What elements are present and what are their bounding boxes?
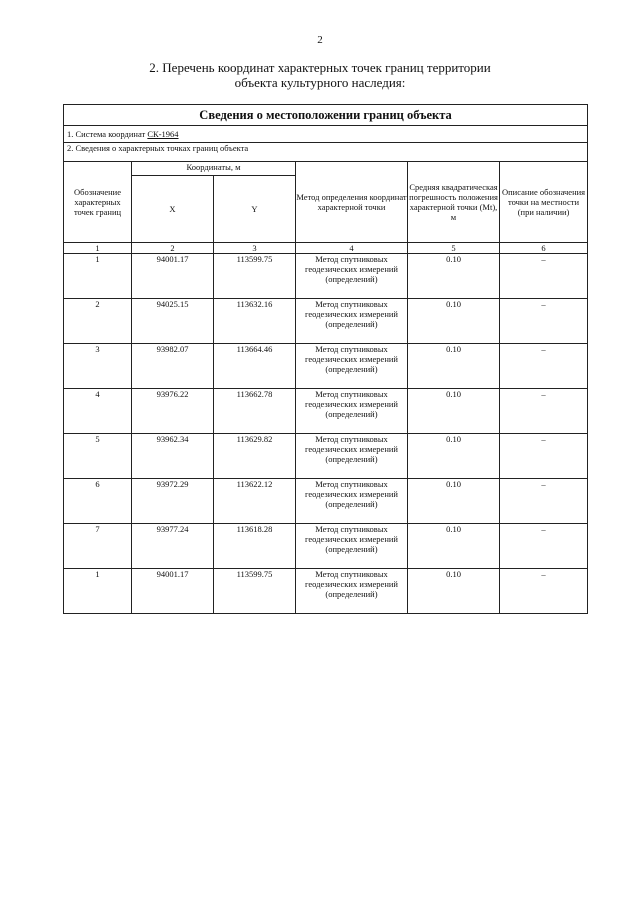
header-designation: Обозначение характерных точек границ: [64, 162, 132, 243]
x-coordinate-cell: 93982.07: [132, 344, 214, 389]
description-cell: –: [500, 254, 588, 299]
x-coordinate-cell: 94001.17: [132, 254, 214, 299]
x-coordinate-cell: 93962.34: [132, 434, 214, 479]
header-description: Описание обозначения точки на местности (при наличии): [500, 162, 588, 243]
point-number-cell: 5: [64, 434, 132, 479]
table-row: [64, 479, 588, 524]
error-cell: 0.10: [408, 389, 500, 434]
table-row: [64, 254, 588, 299]
coordinates-table: [63, 104, 588, 614]
description-cell: –: [500, 299, 588, 344]
error-cell: 0.10: [408, 344, 500, 389]
error-cell: 0.10: [408, 299, 500, 344]
method-cell: Метод спутниковых геодезических измерений (определений): [296, 569, 408, 614]
table-title: Сведения о местоположении границ объекта: [64, 105, 588, 126]
document-heading: [0, 60, 640, 90]
table-row: [64, 569, 588, 614]
column-number: 2: [132, 243, 214, 254]
y-coordinate-cell: 113599.75: [214, 254, 296, 299]
column-number-row: [64, 243, 588, 254]
x-coordinate-cell: 93976.22: [132, 389, 214, 434]
y-coordinate-cell: 113629.82: [214, 434, 296, 479]
page-number: 2: [317, 34, 323, 46]
coordinate-system-row: [64, 126, 588, 143]
coordinate-system-label: 1. Система координат: [67, 129, 148, 139]
method-cell: Метод спутниковых геодезических измерений (определений): [296, 344, 408, 389]
x-coordinate-cell: 94025.15: [132, 299, 214, 344]
method-cell: Метод спутниковых геодезических измерений (определений): [296, 479, 408, 524]
column-number: 1: [64, 243, 132, 254]
error-cell: 0.10: [408, 434, 500, 479]
y-coordinate-cell: 113622.12: [214, 479, 296, 524]
y-coordinate-cell: 113664.46: [214, 344, 296, 389]
column-number: 3: [214, 243, 296, 254]
table-row: [64, 389, 588, 434]
description-cell: –: [500, 389, 588, 434]
error-cell: 0.10: [408, 479, 500, 524]
error-cell: 0.10: [408, 524, 500, 569]
method-cell: Метод спутниковых геодезических измерений (определений): [296, 389, 408, 434]
description-cell: –: [500, 434, 588, 479]
point-number-cell: 1: [64, 569, 132, 614]
method-cell: Метод спутниковых геодезических измерений (определений): [296, 434, 408, 479]
y-coordinate-cell: 113599.75: [214, 569, 296, 614]
description-cell: –: [500, 344, 588, 389]
description-cell: –: [500, 524, 588, 569]
header-method: Метод определения координат характерной точки: [296, 162, 408, 243]
column-number: 6: [500, 243, 588, 254]
error-cell: 0.10: [408, 254, 500, 299]
x-coordinate-cell: 93977.24: [132, 524, 214, 569]
method-cell: Метод спутниковых геодезических измерений (определений): [296, 254, 408, 299]
point-number-cell: 2: [64, 299, 132, 344]
header-x: X: [132, 176, 214, 243]
description-cell: –: [500, 479, 588, 524]
table-row: [64, 434, 588, 479]
heading-line-2: объекта культурного наследия:: [234, 75, 406, 90]
point-number-cell: 6: [64, 479, 132, 524]
table-row: [64, 524, 588, 569]
table-row: [64, 299, 588, 344]
error-cell: 0.10: [408, 569, 500, 614]
point-number-cell: 7: [64, 524, 132, 569]
table-row: [64, 344, 588, 389]
column-number: 5: [408, 243, 500, 254]
description-cell: –: [500, 569, 588, 614]
column-number: 4: [296, 243, 408, 254]
method-cell: Метод спутниковых геодезических измерений (определений): [296, 299, 408, 344]
header-coordinates: Координаты, м: [132, 162, 296, 176]
y-coordinate-cell: 113662.78: [214, 389, 296, 434]
point-number-cell: 4: [64, 389, 132, 434]
point-number-cell: 1: [64, 254, 132, 299]
x-coordinate-cell: 93972.29: [132, 479, 214, 524]
y-coordinate-cell: 113618.28: [214, 524, 296, 569]
header-y: Y: [214, 176, 296, 243]
header-error: Средняя квадратическая погрешность положения характерной точки (Мt), м: [408, 162, 500, 243]
point-number-cell: 3: [64, 344, 132, 389]
points-info-row: 2. Сведения о характерных точках границ объекта: [64, 143, 588, 162]
coordinate-system-value: СК-1964: [147, 129, 179, 139]
x-coordinate-cell: 94001.17: [132, 569, 214, 614]
y-coordinate-cell: 113632.16: [214, 299, 296, 344]
method-cell: Метод спутниковых геодезических измерений (определений): [296, 524, 408, 569]
heading-line-1: 2. Перечень координат характерных точек границ территории: [149, 60, 491, 75]
